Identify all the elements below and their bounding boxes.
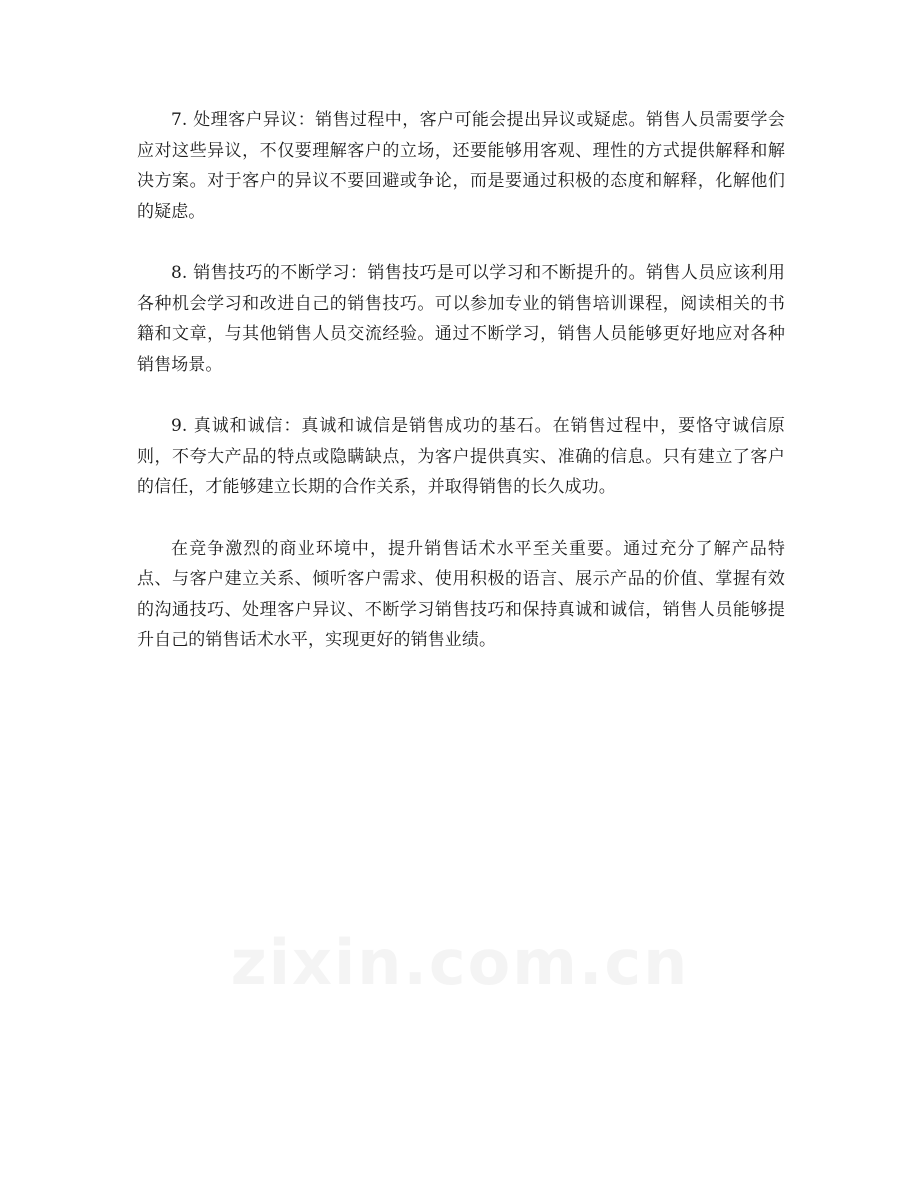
paragraph-continuous-learning: 8. 销售技巧的不断学习：销售技巧是可以学习和不断提升的。销售人员应该利用各种机会学习和改进自己的销售技巧。可以参加专业的销售培训课程，阅读相关的书籍和文章，与其他销售人员交流经验。通过不断学习，销售人员能够更好地应对各种销售场景。 [137, 263, 785, 375]
document-page [137, 105, 785, 687]
paragraph-handle-objections: 7. 处理客户异议：销售过程中，客户可能会提出异议或疑虑。销售人员需要学会应对这些异议，不仅要理解客户的立场，还要能够用客观、理性的方式提供解释和解决方案。对于客户的异议不要回避或争论，而是要通过积极的态度和解释，化解他们的疑虑。 [137, 110, 785, 222]
paragraph-sincerity-integrity: 9. 真诚和诚信：真诚和诚信是销售成功的基石。在销售过程中，要恪守诚信原则，不夸大产品的特点或隐瞒缺点，为客户提供真实、准确的信息。只有建立了客户的信任，才能够建立长期的合作关系，并取得销售的长久成功。 [137, 416, 785, 497]
watermark: zixin.com.cn [230, 926, 690, 999]
paragraph-conclusion: 在竞争激烈的商业环境中，提升销售话术水平至关重要。通过充分了解产品特点、与客户建立关系、倾听客户需求、使用积极的语言、展示产品的价值、掌握有效的沟通技巧、处理客户异议、不断学习销售技巧和保持真诚和诚信，销售人员能够提升自己的销售话术水平，实现更好的销售业绩。 [137, 538, 785, 650]
